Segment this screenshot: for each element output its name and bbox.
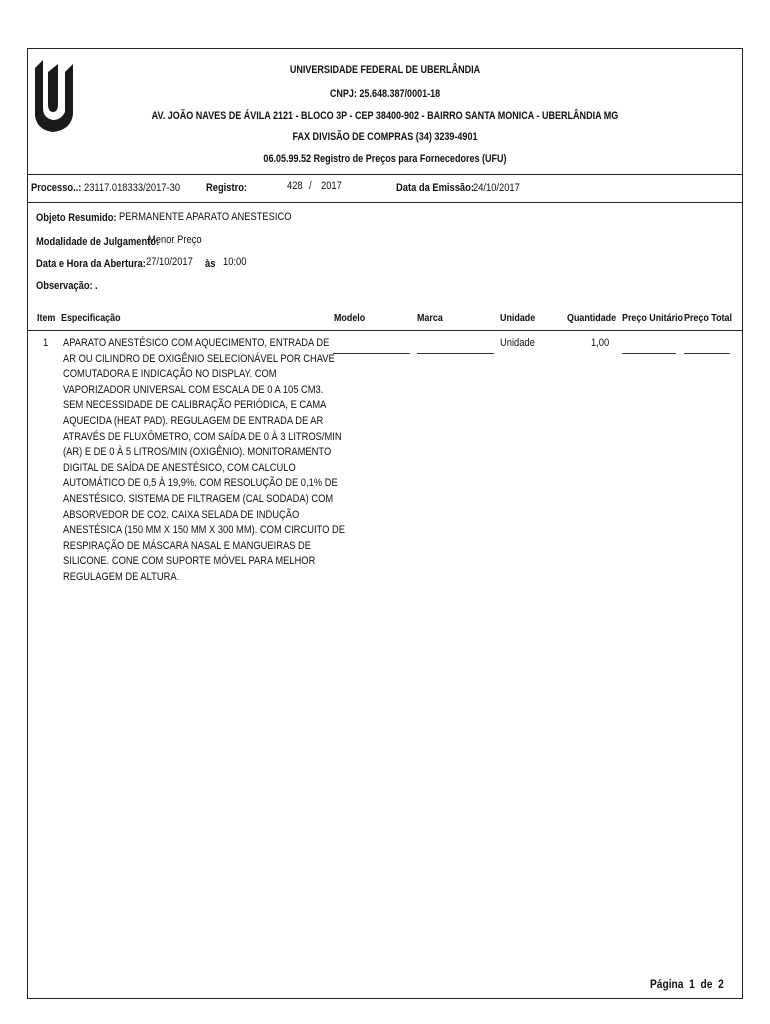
abertura-as: às — [205, 258, 216, 270]
emissao-label: Data da Emissão: — [396, 182, 474, 194]
row-quantidade: 1,00 — [591, 337, 610, 349]
col-modelo-header: Modelo — [334, 312, 366, 324]
address-line: AV. JOÃO NAVES DE ÁVILA 2121 - BLOCO 3P - CEP 38400-902 - BAIRRO SANTA MONICA - UBERLÂNDIA MG — [151, 110, 619, 122]
row-unidade: Unidade — [500, 337, 535, 349]
divider — [27, 202, 743, 203]
spec-line: ABSORVEDOR DE CO2. CAIXA SELADA DE INDUÇÃO — [63, 508, 300, 521]
row-specification — [63, 336, 345, 586]
spec-line: (AR) E DE 0 À 5 LITROS/MIN (OXIGÊNIO). MONITORAMENTO — [63, 446, 332, 459]
spec-line: COMUTADORA E INDICAÇÃO NO DISPLAY. COM — [63, 368, 277, 381]
processo-value: 23117.018333/2017-30 — [84, 182, 181, 194]
spec-line: AQUECIDA (HEAT PAD). REGULAGEM DE ENTRADA DE AR — [63, 414, 324, 427]
registro-number: 428 — [287, 180, 303, 192]
abertura-label: Data e Hora da Abertura: — [36, 258, 146, 270]
objeto-label: Objeto Resumido: — [36, 212, 117, 224]
university-name: UNIVERSIDADE FEDERAL DE UBERLÂNDIA — [289, 64, 481, 76]
col-preco-unitario-header: Preço Unitário — [622, 312, 684, 324]
spec-line: REGULAGEM DE ALTURA. — [63, 570, 180, 583]
spec-line: SILICONE. CONE COM SUPORTE MÓVEL PARA MELHOR — [63, 555, 316, 568]
fax-line: FAX DIVISÃO DE COMPRAS (34) 3239-4901 — [292, 131, 478, 143]
page-label: Página — [650, 977, 684, 991]
col-item-header: Item — [37, 312, 56, 324]
spec-line: DIGITAL DE SAÍDA DE ANESTÉSICO, COM CALCULO — [63, 461, 296, 474]
observacao-label: Observação: — [36, 280, 93, 292]
marca-blank-field — [417, 353, 494, 354]
observacao-value: . — [95, 280, 98, 292]
page-total: 2 — [718, 977, 724, 991]
abertura-date: 27/10/2017 — [146, 256, 193, 268]
spec-line: VAPORIZADOR UNIVERSAL COM ESCALA DE 0 A 105 CM3. — [63, 383, 324, 396]
spec-line: APARATO ANESTÉSICO COM AQUECIMENTO, ENTRADA DE — [63, 337, 330, 349]
spec-line: RESPIRAÇÃO DE MÁSCARA NASAL E MANGUEIRAS DE — [63, 539, 312, 552]
spec-line: SEM NECESSIDADE DE CALIBRAÇÃO PERIÓDICA, E CAMA — [63, 399, 327, 412]
modalidade-value: Menor Preço — [148, 234, 202, 246]
registro-separator: / — [309, 180, 312, 192]
spec-line: AUTOMÁTICO DE 0,5 À 19,9%. COM RESOLUÇÃO DE 0,1% DE — [63, 477, 338, 490]
divider — [27, 174, 743, 175]
preco-total-blank-field — [684, 353, 730, 354]
spec-line: ATRAVÉS DE FLUXÔMETRO, COM SAÍDA DE 0 À 3 LITROS/MIN — [63, 430, 342, 443]
modalidade-label: Modalidade de Julgamento: — [36, 236, 160, 248]
modelo-blank-field — [333, 353, 410, 354]
table-header-divider — [27, 330, 743, 331]
col-quantidade-header: Quantidade — [567, 312, 617, 324]
col-unidade-header: Unidade — [500, 312, 536, 324]
spec-line: AR OU CILINDRO DE OXIGÊNIO SELECIONÁVEL POR CHAVE — [63, 352, 335, 365]
processo-label: Processo..: — [31, 182, 82, 194]
page-of: de — [700, 977, 713, 991]
registro-year: 2017 — [321, 180, 342, 192]
col-preco-total-header: Preço Total — [684, 312, 732, 324]
page-current: 1 — [689, 977, 695, 991]
col-marca-header: Marca — [417, 312, 443, 324]
spec-line: ANESTÉSICO. SISTEMA DE FILTRAGEM (CAL SODADA) COM — [63, 492, 334, 505]
row-item-number: 1 — [43, 337, 49, 349]
registro-label: Registro: — [206, 182, 248, 194]
col-especificacao-header: Especificação — [61, 312, 121, 324]
page-indicator — [650, 977, 724, 991]
abertura-time: 10:00 — [223, 256, 247, 268]
ufu-logo-icon — [31, 58, 77, 134]
preco-unitario-blank-field — [622, 353, 676, 354]
document-title: 06.05.99.52 Registro de Preços para Fornecedores (UFU) — [263, 153, 507, 165]
spec-line: ANESTÉSICA (150 MM X 150 MM X 300 MM). COM CIRCUITO DE — [63, 524, 345, 537]
cnpj-line: CNPJ: 25.648.387/0001-18 — [329, 88, 441, 100]
objeto-value: PERMANENTE APARATO ANESTESICO — [119, 211, 292, 223]
emissao-value: 24/10/2017 — [473, 182, 520, 194]
